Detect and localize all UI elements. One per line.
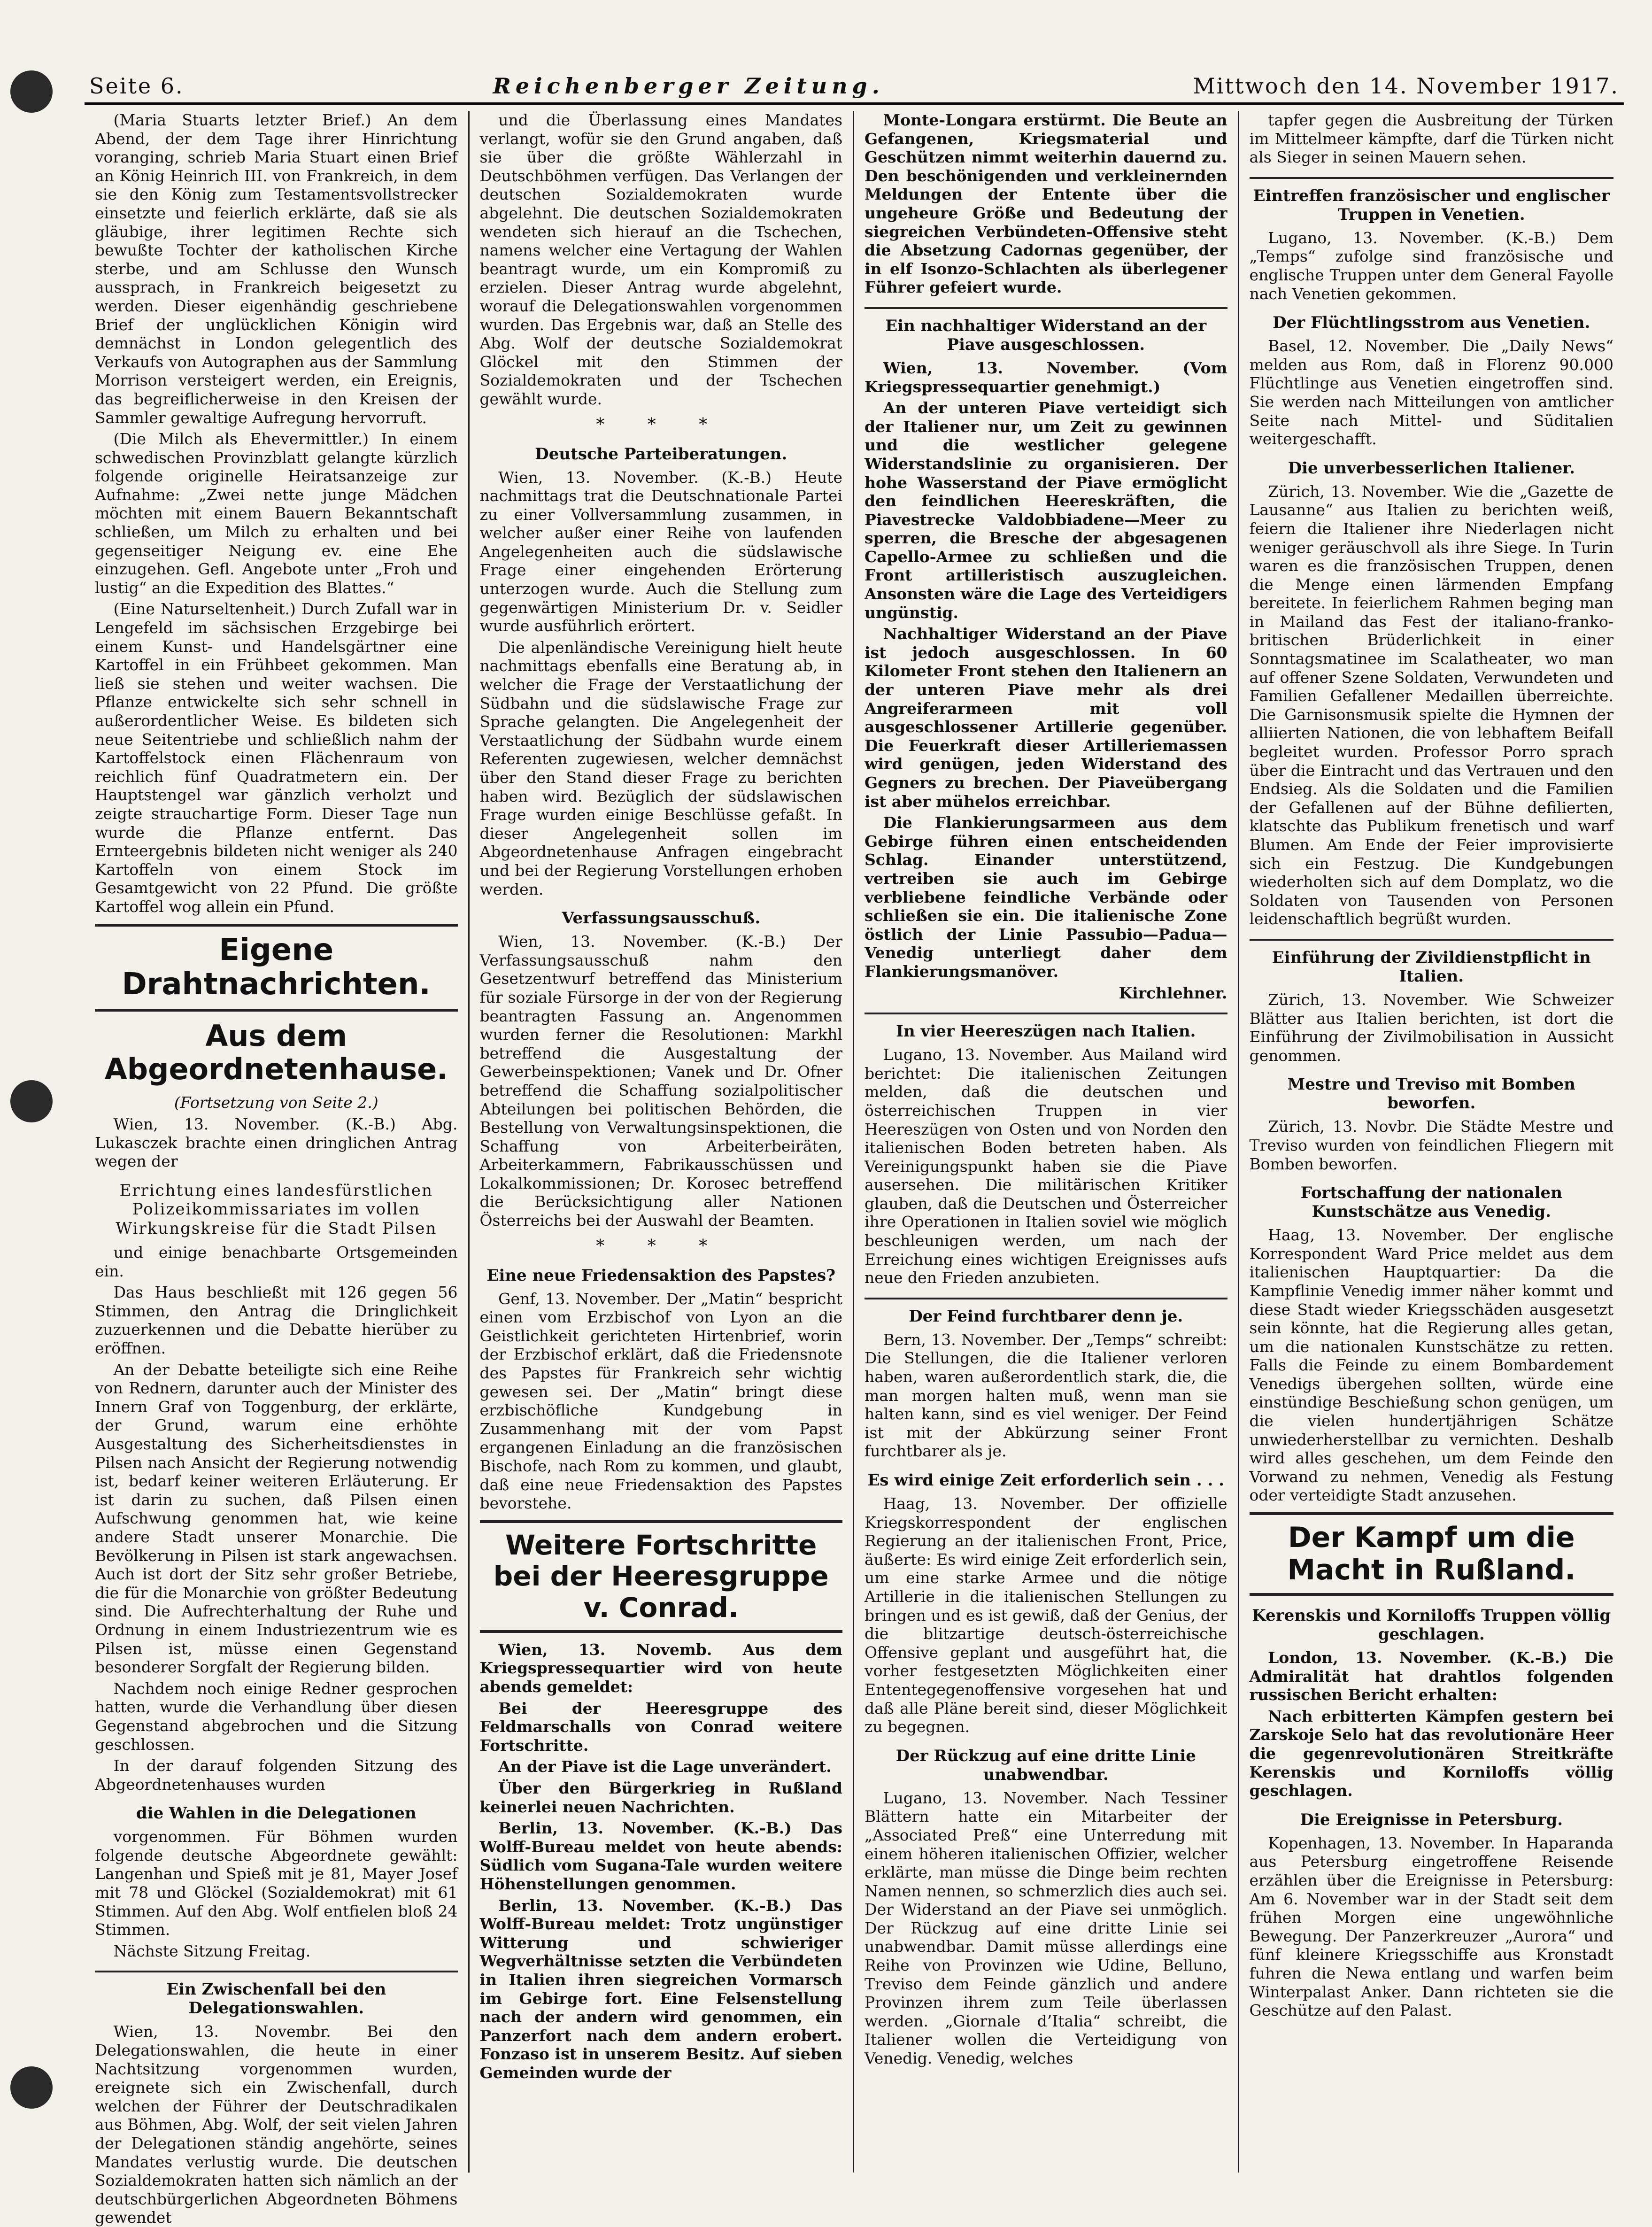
masthead: Reichenberger Zeitung. <box>493 73 884 99</box>
article-paragraph: Bei der Heeresgruppe des Feldmarschalls von Conrad weitere Fortschritte. <box>479 1699 842 1755</box>
article-paragraph: Wien, 13. November. (K.-B.) Heute nachmittags trat die Deutschnationale Partei zu einer Vollversammlung zusammen, in welcher außer einer Reihe von laufenden Angelegenheiten auch die südslawische Frage einer eingehenden Erörterung unterzogen wurde. Auch die Stellung zum gegenwärtigen Ministerium Dr. v. Seidler wurde ausführlich erörtert. <box>479 468 842 635</box>
article-paragraph: vorgenommen. Für Böhmen wurden folgende deutsche Abgeordnete gewählt: Langenhan und Spieß mit je 81, Mayer Josef mit 78 und Glöckel (Sozialdemokrat) mit 61 Stimmen. Auf den Abg. Wolf entfielen bloß 24 Stimmen. <box>95 1827 458 1939</box>
article-paragraph: Haag, 13. November. Der englische Korrespondent Ward Price meldet aus dem italienischen Hauptquartier: Da die Kampflinie Venedig immer näher kommt und diese Stadt wieder Kriegsschäden ausgesetzt sein könnte, hat die Regierung alles getan, um die nationalen Kunstschätze zu retten. Falls die Feinde zu einem Bombardement Venedigs übergehen sollten, würde eine einstündige Beschießung schon genügen, um die vielen hundertjährigen Schätze unwiederherstellbar zu vernichten. Deshalb wird alles geschehen, um dem Feinde den Vorwand zu nehmen, Venedig als Festung oder verteidigte Stadt anzusehen. <box>1249 1226 1613 1505</box>
article-paragraph: tapfer gegen die Ausbreitung der Türken im Mittelmeer kämpfte, darf die Türken nicht als Sieger in seinen Mauern sehen. <box>1249 111 1613 167</box>
punch-hole <box>10 1080 53 1122</box>
article-paragraph: Lugano, 13. November. Nach Tessiner Blättern hatte ein Mitarbeiter der „Associated Preß“ eine Unterredung mit einem höheren italienischen Offizier, welcher erklärte, man müsse die Dinge beim rechten Namen nennen, so schmerzlich dies auch sei. Der Widerstand an der Piave sei unmöglich. Der Rückzug auf eine dritte Linie sei unabwendbar. Damit müsse allerdings eine Reihe von Provinzen wie Udine, Belluno, Treviso dem Feinde gänzlich und andere Provinzen ihrem zum Teile überlassen werden. „Giornale d’Italia“ schreibt, die Italiener wollen die Verteidigung von Venedig. Venedig, welches <box>865 1788 1227 2068</box>
article-paragraph: Lugano, 13. November. (K.-B.) Dem „Temps“ zufolge sind französische und englische Truppen unter dem General Fayolle nach Venetien gekommen. <box>1249 228 1613 303</box>
column-3 <box>854 111 1239 2173</box>
article-paragraph: Berlin, 13. November. (K.-B.) Das Wolff-Bureau meldet von heute abends: Südlich vom Sugana-Tale wurden weitere Höhenstellungen genommen. <box>479 1819 842 1893</box>
article-paragraph: Monte-Longara erstürmt. Die Beute an Gefangenen, Kriegsmaterial und Geschützen nimmt weiterhin dauernd zu. Den beschönigenden und verkleinernden Meldungen der Entente über die ungeheure Größe und Bedeutung der siegreichen Verbündeten-Offensive steht die Absetzung Cadornas gegenüber, der in elf Isonzo-Schlachten als überlegener Führer gefeiert wurde. <box>865 111 1227 297</box>
article-paragraph: Die alpenländische Vereinigung hielt heute nachmittags ebenfalls eine Beratung ab, in welcher die Frage der Verstaatlichung der Südbahn und die südslawische Frage zur Sprache gelangten. Die Angelegenheit der Verstaatlichung der Südbahn wurde einem Referenten zugewiesen, welcher demnächst über den Stand dieser Frage zu berichten haben wird. Bezüglich der südslawischen Frage wurden einige Beschlüsse gefaßt. In dieser Angelegenheit sollen im Abgeordnetenhause Anfragen eingebracht und bei der Regierung Vorstellungen erhoben werden. <box>479 638 842 898</box>
article-paragraph: Wien, 13. Novembr. Bei den Delegationswahlen, die heute in einer Nachtsitzung vorgenommen wurden, ereignete sich ein Zwischenfall, durch welchen der Führer der Deutschradikalen aus Böhmen, Abg. Wolf, der seit vielen Jahren der Delegationen ständig angehörte, seines Mandates verlustig wurde. Die deutschen Sozialdemokraten hatten sich nämlich an der deutschbürgerlichen Abgeordneten Böhmens gewendet <box>95 2022 458 2227</box>
columns <box>85 111 1624 2227</box>
article-headline: Eine neue Friedensaktion des Papstes? <box>486 1266 836 1285</box>
issue-date: Mittwoch den 14. November 1917. <box>1193 73 1619 99</box>
article-headline: Deutsche Parteiberatungen. <box>535 444 787 464</box>
article-headline: Mestre und Treviso mit Bomben beworfen. <box>1287 1075 1575 1113</box>
article-headline: Kerenskis und Korniloffs Truppen völlig geschlagen. <box>1252 1606 1611 1644</box>
article-paragraph: Nach erbitterten Kämpfen gestern bei Zarskoje Selo hat das revolutionäre Heer die gegenrevolutionären Streitkräfte Kerenskis und Korniloffs völlig geschlagen. <box>1249 1707 1613 1800</box>
article-headline: Die Ereignisse in Petersburg. <box>1300 1810 1563 1829</box>
article-headline: Verfassungsausschuß. <box>562 909 761 928</box>
author-signature: Kirchlehner. <box>1119 983 1227 1002</box>
article-headline: Der Flüchtlingsstrom aus Venetien. <box>1273 313 1590 333</box>
punch-hole <box>10 70 53 113</box>
article-paragraph: (Die Milch als Ehevermittler.) In einem schwedischen Provinzblatt gelangte kürzlich folgende originelle Heiratsanzeige zur Aufnahme: „Zwei nette junge Mädchen möchten mit einem Bauern Bekanntschaft schließen, um Milch zu erhalten und bei gegenseitiger Neigung ev. eine Ehe einzugehen. Gefl. Angebote unter „Froh und lustig“ an die Expedition des Blattes.“ <box>95 430 458 597</box>
article-paragraph: Bern, 13. November. Der „Temps“ schreibt: Die Stellungen, die die Italiener verloren haben, waren außerordentlich stark, die, die man morgen halten muß, wenn man sie halten kann, sind es viel weniger. Der Feind ist mit der Abkürzung seiner Front furchtbarer als je. <box>865 1330 1227 1461</box>
article-paragraph: Genf, 13. November. Der „Matin“ bespricht einen vom Erzbischof von Lyon an die Geistlichkeit gerichteten Hirtenbrief, worin der Erzbischof erklärt, daß die Friedensnote des Papstes für Frankreich sehr wichtig gewesen sei. Der „Matin“ bringt diese erzbischöfliche Kundgebung in Zusammenhang mit der vom Papst ergangenen Einladung an die französischen Bischofe, nach Rom zu kommen, und glaubt, daß eine neue Friedensaktion des Papstes bevorstehe. <box>479 1289 842 1513</box>
article-paragraph: Nachhaltiger Widerstand an der Piave ist jedoch ausgeschlossen. In 60 Kilometer Front stehen den Italienern an der unteren Piave mehr als drei Angreiferarmeen mit voll ausgeschlossener Artillerie gegenüber. Die Feuerkraft dieser Artilleriemassen wird genügen, jeden Widerstand des Gegners zu brechen. Der Piaveübergang ist aber mühelos erreichbar. <box>865 625 1227 811</box>
article-paragraph: Zürich, 13. November. Wie Schweizer Blätter aus Italien berichten, ist dort die Einführung der Zivilmobilisation in Aussicht genommen. <box>1249 990 1613 1065</box>
article-headline: Die unverbesserlichen Italiener. <box>1288 458 1575 478</box>
article-paragraph: London, 13. November. (K.-B.) Die Admiralität hat drahtlos folgenden russischen Bericht erhalten: <box>1249 1648 1613 1704</box>
motion-title: Errichtung eines landesfürstlichen Polizeikommissariates im vollen Wirkungskreise für die Stadt Pilsen <box>116 1181 437 1238</box>
article-paragraph: Über den Bürgerkrieg in Rußland keinerlei neuen Nachrichten. <box>479 1779 842 1816</box>
section-banner: Weitere Fortschritte bei der Heeresgruppe v. Conrad. <box>480 1520 843 1633</box>
article-headline: In vier Heereszügen nach Italien. <box>865 1013 1227 1041</box>
article-headline: Ein nachhaltiger Widerstand an der Piave ausgeschlossen. <box>865 307 1227 354</box>
article-paragraph: Lugano, 13. November. Aus Mailand wird berichtet: Die italienischen Zeitungen melden, daß die deutschen und österreichischen Truppen in vier Heereszügen von Osten und von Norden den italienischen Boden betreten haben. Als Vereinigungspunkt haben sie die Piave ausersehen. Die militärischen Kritiker glauben, daß die Deutschen und Österreicher ihre Operationen in Italien soviel wie möglich beschleunigen werden, um nach der Erreichung eines wichtigen Ereignisses aufs neue den Frieden anzubieten. <box>865 1045 1227 1287</box>
article-paragraph: An der Piave ist die Lage unverändert. <box>498 1757 832 1776</box>
section-separator: * * * <box>596 415 726 434</box>
article-headline: Einführung der Zivildienstpflicht in Italien. <box>1250 939 1614 986</box>
article-paragraph: und die Überlassung eines Mandates verlangt, wofür sie den Grund angaben, daß sie über die größte Wählerzahl in Deutschböhmen verfügen. Das Verlangen der deutschen Sozialdemokraten wurde abgelehnt. Die deutschen Sozialdemokraten wendeten sich hierauf an die Tschechen, namens welcher eine Vertagung der Wahlen beantragt wurde, um ein Kompromiß zu erzielen. Dieser Antrag wurde abgelehnt, worauf die Delegationswahlen vorgenommen wurden. Das Ergebnis war, daß an Stelle des Abg. Wolf der deutsche Sozialdemokrat Glöckel mit den Stimmen der Sozialdemokraten und der Tschechen gewählt wurde. <box>479 111 842 408</box>
article-paragraph: In der darauf folgenden Sitzung des Abgeordnetenhauses wurden <box>95 1756 458 1794</box>
punch-hole <box>10 2066 53 2109</box>
section-banner: Eigene Drahtnachrichten. <box>95 924 458 1012</box>
article-paragraph: Kopenhagen, 13. November. In Haparanda aus Petersburg eingetroffene Reisende erzählen über die Ereignisse in Petersburg: Am 6. November war in der Stadt seit dem frühen Morgen eine ungewöhnliche Bewegung. Der Panzerkreuzer „Aurora“ und fünf kleinere Kriegsschiffe aus Kronstadt fuhren die Newa entlang und warfen beim Winterpalast Anker. Dann richteten sie die Geschütze auf den Palast. <box>1249 1833 1613 2020</box>
article-paragraph: Wien, 13. November. (K.-B.) Der Verfassungsausschuß nahm den Gesetzentwurf betreffend das Ministerium für soziale Fürsorge in der von der Regierung beantragten Fassung an. Angenommen wurden ferner die Resolutionen: Markhl betreffend die Ausgestaltung der Gewerbeinspektionen; Vanek und Dr. Ofner betreffend die Schaffung sozialpolitischer Abteilungen bei politischen Behörden, die Bestellung von Verwaltungsinspektionen, die Schaffung von Arbeiterbeiräten, Arbeiterkammern, Fabrikausschüssen und Lokalkommissionen; Dr. Korosec betreffend die Berücksichtigung aller Nationen Österreichs bei der Auswahl der Beamten. <box>479 932 842 1230</box>
article-paragraph: Wien, 13. Novemb. Aus dem Kriegspressequartier wird von heute abends gemeldet: <box>479 1640 842 1696</box>
article-headline: Es wird einige Zeit erforderlich sein . . . <box>867 1471 1225 1490</box>
page-header <box>85 61 1624 105</box>
article-paragraph: Basel, 12. November. Die „Daily News“ melden aus Rom, daß in Florenz 90.000 Flüchtlinge aus Venetien eingetroffen sind. Sie werden nach Mitteilungen von amtlicher Seite nach Mittel- und Süditalien weitergeschafft. <box>1249 337 1613 448</box>
article-paragraph: Zürich, 13. Novbr. Die Städte Mestre und Treviso wurden von feindlichen Fliegern mit Bomben beworfen. <box>1249 1117 1613 1173</box>
article-headline: Ein Zwischenfall bei den Delegationswahlen. <box>95 1971 458 2018</box>
article-headline: Der Feind furchtbarer denn je. <box>865 1298 1227 1326</box>
article-paragraph: An der Debatte beteiligte sich eine Reihe von Rednern, darunter auch der Minister des Innern Graf von Toggenburg, der erklärte, der Grund, warum eine erhöhte Ausgestaltung des Sicherheitsdienstes in Pilsen nach Ansicht der Regierung notwendig ist, bedarf keiner weiteren Erläuterung. Er ist darin zu suchen, daß Pilsen einen Aufschwung genommen hat, wie keine andere Stadt unserer Monarchie. Die Bevölkerung in Pilsen ist stark angewachsen. Auch ist dort der Sitz sehr großer Betriebe, die für die Monarchie von größter Bedeutung sind. Die Aufrechterhaltung der Ruhe und Ordnung in einem Industriezentrum wie es Pilsen ist, müsse einen Gegenstand besonderer Sorgfalt der Regierung bilden. <box>95 1360 458 1677</box>
article-headline: Eintreffen französischer und englischer Truppen in Venetien. <box>1250 177 1614 224</box>
article-paragraph: Das Haus beschließt mit 126 gegen 56 Stimmen, den Antrag die Dringlichkeit zuzuerkennen und die Debatte hierüber zu eröffnen. <box>95 1283 458 1358</box>
article-paragraph: An der unteren Piave verteidigt sich der Italiener nur, um Zeit zu gewinnen und die westlicher gelegene Widerstandslinie zu organisieren. Der hohe Wasserstand der Piave ermöglicht den feindlichen Heereskräften, die Piavestrecke Valdobbiadene—Meer zu sperren, die Bresche der abgesagenen Capello-Armee zu schließen und die Front artilleristisch auszugleichen. Ansonsten wäre die Lage des Verteidigers ungünstig. <box>865 399 1227 622</box>
article-paragraph: Nächste Sitzung Freitag. <box>113 1941 311 1960</box>
page-number: Seite 6. <box>89 73 184 99</box>
column-4 <box>1239 111 1624 2173</box>
article-paragraph: und einige benachbarte Ortsgemeinden ein. <box>95 1243 458 1280</box>
continuation-note: (Fortsetzung von Seite 2.) <box>174 1093 378 1112</box>
article-paragraph: Die Flankierungsarmeen aus dem Gebirge führen einen entscheidenden Schlag. Einander unterstützend, vertreiben sie auch im Gebirge verbliebene feindliche Verbände oder schließen sie ein. Die italienische Zone östlich der Linie Passubio—Padua—Venedig unterliegt daher dem Flankierungsmanöver. <box>865 813 1227 981</box>
section-banner: Der Kampf um die Macht in Rußland. <box>1250 1512 1614 1596</box>
article-paragraph: Wien, 13. November. (Vom Kriegspressequartier genehmigt.) <box>865 358 1227 396</box>
section-separator: * * * <box>596 1236 726 1256</box>
article-paragraph: (Eine Naturseltenheit.) Durch Zufall war in Lengefeld im sächsischen Erzgebirge bei einem Kunst- und Handelsgärtner eine Kartoffel in ein Frühbeet gekommen. Man ließ sie stehen und weiter wachsen. Die Pflanze entwickelte sich sehr schnell in außerordentlicher Weise. Es bildeten sich neue Seitentriebe und schließlich nahm der Kartoffelstock einen Flächenraum von reichlich fünf Quadratmetern ein. Der Hauptstengel war gänzlich verholzt und zeigte strauchartige Form. Dieser Tage nun wurde die Pflanze entfernt. Das Ernteergebnis bildeten nicht weniger als 240 Kartoffeln von einem Stock im Gesamtgewicht von 22 Pfund. Die größte Kartoffel wog allein ein Pfund. <box>95 600 458 916</box>
article-paragraph: (Maria Stuarts letzter Brief.) An dem Abend, der dem Tage ihrer Hinrichtung voranging, schrieb Maria Stuart einen Brief an König Heinrich III. von Frankreich, in dem sie den König zum Testamentsvollstrecker einsetzte und feierlich erklärte, daß sie als gläubige, ihrer legitimen Rechte sich bewußte Tochter der katholischen Kirche sterbe, und am Schlusse den Wunsch aussprach, in Frankreich beigesetzt zu werden. Dieser eigenhändig geschriebene Brief der unglücklichen Königin wird demnächst in London gelegentlich des Verkaufs von Autographen aus der Sammlung Morrison versteigert werden, ein Ereignis, das begreiflicherweise in den Kreisen der Sammler gewaltige Aufregung hervorruft. <box>95 111 458 427</box>
article-paragraph: Wien, 13. November. (K.-B.) Abg. Lukasczek brachte einen dringlichen Antrag wegen der <box>95 1114 458 1171</box>
article-headline: Fortschaffung der nationalen Kunstschätze aus Venedig. <box>1300 1183 1562 1222</box>
subheading: die Wahlen in die Delegationen <box>136 1804 417 1823</box>
column-2 <box>470 111 855 2173</box>
article-paragraph: Berlin, 13. November. (K.-B.) Das Wolff-Bureau meldet: Trotz ungünstiger Witterung und schwieriger Wegverhältnisse setzten die Verbündeten in Italien ihren siegreichen Vormarsch im Gebirge fort. Eine Felsenstellung nach der andern wird genommen, ein Panzerfort nach dem andern erobert. Fonzaso ist in unserem Besitz. Auf sieben Gemeinden wurde der <box>479 1896 842 2082</box>
article-headline: Der Rückzug auf eine dritte Linie unabwendbar. <box>895 1746 1196 1784</box>
section-banner: Aus dem Abgeordnetenhause. <box>104 1018 448 1087</box>
article-paragraph: Zürich, 13. November. Wie die „Gazette de Lausanne“ aus Italien zu berichten weiß, feiern die Italiener ihre Niederlagen nicht weniger geräuschvoll als ihre Siege. In Turin waren es die französischen Truppen, denen die Menge einen lärmenden Empfang bereitete. In feierlichem Rahmen beging man in Mailand das Fest der italiano-franko-britischen Brüderlichkeit in einer Sonntagsmatinee im Scalatheater, wo man auf offener Szene Soldaten, Verwundeten und Familien Gefallener Medaillen überreichte. Die Garnisonsmusik spielte die Hymnen der alliierten Nationen, die von lebhaftem Beifall begleitet wurden. Professor Porro sprach über die Eintracht und das Vertrauen und den Endsieg. Als die Soldaten und die Familien der Gefallenen auf der Bühne defilierten, klatschte das Publikum frenetisch und warf Blumen. Am Ende der Feier improvisierte sich ein Festzug. Die Kundgebungen wiederholten sich auf dem Domplatz, wo die Soldaten von Tausenden von Personen leidenschaftlich begrüßt wurden. <box>1249 482 1613 928</box>
column-1 <box>85 111 470 2227</box>
article-paragraph: Haag, 13. November. Der offizielle Kriegskorrespondent der englischen Regierung an der italienischen Front, Price, äußerte: Es wird einige Zeit erforderlich sein, um eine starke Armee und die nötige Artillerie in die italienischen Stellungen zu bringen und es ist gewiß, daß der Genius, der die blitzartige deutsch-österreichische Offensive geplant und ausgeführt hat, die vorher festgesetzten Möglichkeiten einer Ententegegenoffensive vorgesehen hat und daß alle Pläne bereit sind, dieser Möglichkeit zu begegnen. <box>865 1494 1227 1736</box>
article-paragraph: Nachdem noch einige Redner gesprochen hatten, wurde die Verhandlung über diesen Gegenstand abgebrochen und die Sitzung geschlossen. <box>95 1679 458 1754</box>
